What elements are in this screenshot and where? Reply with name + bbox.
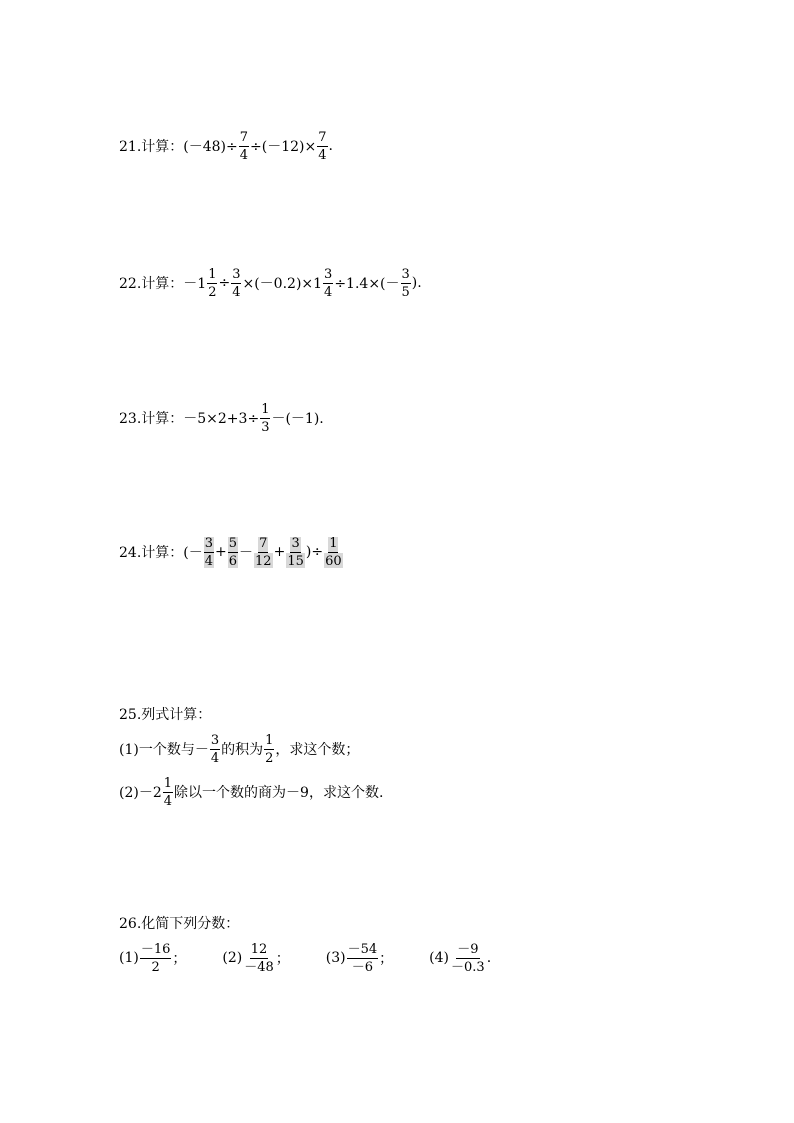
fraction-denominator: －48 <box>244 959 274 975</box>
problem-21-text-open: (－48)÷ <box>183 139 238 155</box>
fraction-numerator: 7 <box>239 129 249 145</box>
problem-24-text-pre: (－ <box>183 545 203 561</box>
fraction-denominator: 4 <box>204 553 214 569</box>
problem-25-sub-2 <box>119 772 383 812</box>
problem-26-item-1 <box>119 943 186 974</box>
fraction-numerator: 3 <box>324 266 333 282</box>
fraction-numerator: 3 <box>210 732 220 748</box>
fraction-denominator: 12 <box>255 553 272 569</box>
fraction-denominator: 4 <box>318 147 327 163</box>
problem-25-sub-1-fraction-1 <box>210 734 220 765</box>
problem-25-label: 25.列式计算： <box>119 707 212 723</box>
problem-26-label: 26.化简下列分数： <box>119 916 240 932</box>
problem-22 <box>119 263 422 303</box>
fraction-numerator: 3 <box>204 535 214 551</box>
item-end: ； <box>172 951 187 967</box>
problem-22-fraction-4 <box>401 268 411 299</box>
fraction-denominator: 60 <box>325 553 342 569</box>
fraction-denominator: 4 <box>239 147 249 163</box>
problem-22-text-mid: ×(－0.2)×1 <box>242 276 323 292</box>
problem-25-sub-2-fraction-1 <box>163 777 173 808</box>
problem-25-sub-1-pre: (1)一个数与－ <box>119 742 209 758</box>
problem-21-fraction-2 <box>317 131 327 162</box>
problem-21-label: 21.计算： <box>119 139 184 155</box>
problem-26-label-line <box>119 903 239 943</box>
fraction-denominator: 2 <box>151 959 160 975</box>
fraction-denominator: 2 <box>265 750 274 766</box>
problem-25-sub-2-end: 除以一个数的商为－9，求这个数. <box>174 785 384 801</box>
fraction-denominator: 4 <box>324 284 333 300</box>
fraction-numerator: 7 <box>259 535 268 551</box>
problem-24-fraction-2 <box>228 537 238 568</box>
fraction-denominator: 3 <box>261 419 270 435</box>
problem-26-item-3 <box>326 943 393 974</box>
item-index: (4) <box>429 950 450 966</box>
item-end: ； <box>275 951 290 967</box>
problem-22-fraction-1 <box>207 268 217 299</box>
fraction-numerator: 5 <box>228 535 238 551</box>
fraction-numerator: 1 <box>208 266 217 282</box>
fraction-numerator: －54 <box>347 941 378 957</box>
problem-26-item-4 <box>429 943 491 974</box>
problem-24-text-plus2: + <box>273 544 286 560</box>
item-fraction <box>140 943 172 974</box>
problem-25-label-line <box>119 694 211 734</box>
fraction-numerator: 1 <box>329 535 338 551</box>
fraction-numerator: 7 <box>318 129 327 145</box>
problem-22-fraction-3 <box>323 268 333 299</box>
fraction-denominator: 15 <box>287 553 304 569</box>
fraction-numerator: 1 <box>163 775 173 791</box>
problem-21-text-end: . <box>328 138 333 154</box>
problem-24-fraction-3 <box>254 537 273 568</box>
problem-21-text-mid: ÷(－12)× <box>250 139 317 155</box>
problem-24-fraction-1 <box>204 537 214 568</box>
problem-25-sub-1-mid: 的积为 <box>221 742 264 758</box>
problem-25-sub-2-pre: (2)－2 <box>119 785 162 801</box>
fraction-denominator: －0.3 <box>451 959 485 975</box>
fraction-numerator: 12 <box>250 941 268 957</box>
problem-22-label: 22.计算： <box>119 276 184 292</box>
problem-24 <box>119 532 344 572</box>
problem-22-text-end: ). <box>411 275 422 291</box>
problem-21-fraction-1 <box>239 131 249 162</box>
problem-24-fraction-4 <box>286 537 305 568</box>
fraction-numerator: 3 <box>401 266 410 282</box>
problem-23-label: 23.计算： <box>119 411 184 427</box>
fraction-numerator: 3 <box>291 535 300 551</box>
fraction-denominator: 4 <box>232 284 241 300</box>
fraction-numerator: －9 <box>457 941 479 957</box>
problem-23-text-pre: －5×2+3÷ <box>183 411 260 427</box>
problem-24-text-minus: － <box>239 545 254 561</box>
problem-26-item-2 <box>222 943 289 974</box>
fraction-numerator: 1 <box>265 732 274 748</box>
fraction-denominator: －6 <box>351 959 374 975</box>
problem-23 <box>119 398 324 438</box>
problem-24-label: 24.计算： <box>119 545 184 561</box>
problem-25-sub-1-end: ，求这个数； <box>275 742 360 758</box>
fraction-denominator: 5 <box>401 284 410 300</box>
problem-24-text-div: )÷ <box>305 544 324 560</box>
problem-22-text-pre: －1 <box>183 276 207 292</box>
item-fraction <box>243 943 275 974</box>
fraction-denominator: 2 <box>208 284 217 300</box>
fraction-denominator: 4 <box>210 750 220 766</box>
problem-24-text-plus1: + <box>215 544 227 560</box>
problem-25-sub-1 <box>119 729 359 769</box>
fraction-numerator: －16 <box>140 941 171 957</box>
item-fraction <box>450 943 486 974</box>
item-index: (3) <box>325 950 346 966</box>
problem-21 <box>119 126 333 166</box>
item-end: ； <box>379 951 394 967</box>
item-index: (1) <box>119 950 139 966</box>
problem-23-fraction-1 <box>260 403 270 434</box>
fraction-numerator: 1 <box>261 401 270 417</box>
fraction-numerator: 3 <box>232 266 241 282</box>
item-fraction <box>347 943 379 974</box>
fraction-denominator: 4 <box>163 793 173 809</box>
item-end: . <box>486 950 492 966</box>
problem-25-sub-1-fraction-2 <box>264 734 274 765</box>
problem-24-fraction-5 <box>324 537 343 568</box>
problem-26-items <box>119 938 491 978</box>
problem-22-text-mid2: ÷1.4×(－ <box>334 276 400 292</box>
problem-23-text-end: －(－1). <box>271 411 324 427</box>
item-index: (2) <box>222 950 243 966</box>
problem-22-text-div: ÷ <box>218 275 231 291</box>
fraction-denominator: 6 <box>228 553 238 569</box>
problem-22-fraction-2 <box>231 268 241 299</box>
